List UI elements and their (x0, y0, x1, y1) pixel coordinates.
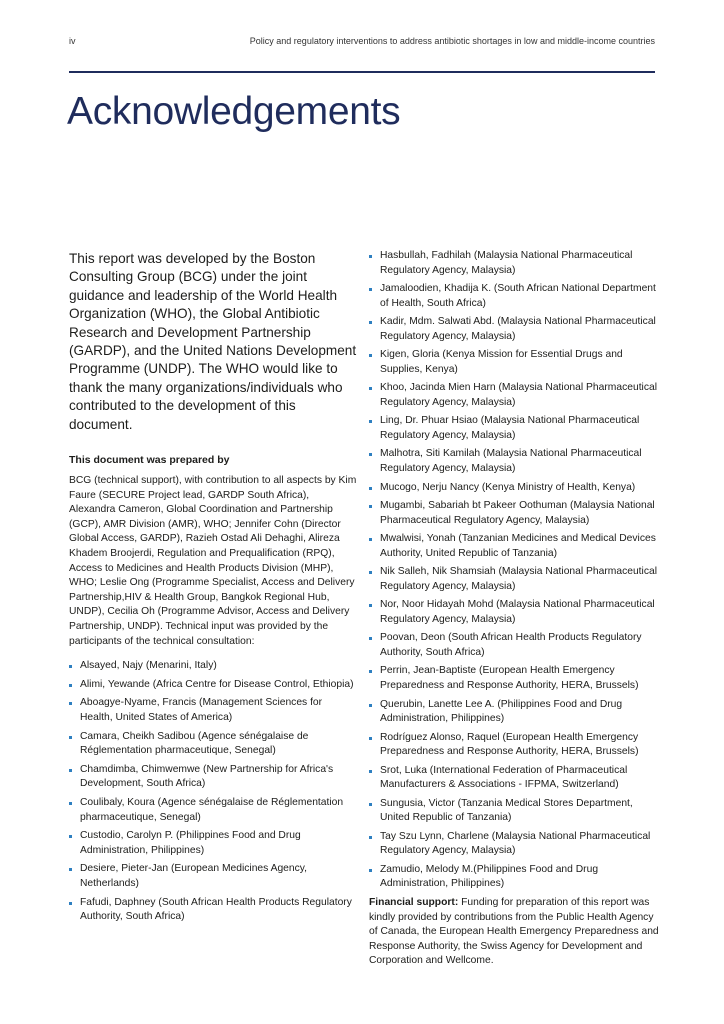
participant-item: Alsayed, Najy (Menarini, Italy) (69, 659, 357, 674)
prepared-by-heading: This document was prepared by (69, 454, 230, 467)
participant-item: Mucogo, Nerju Nancy (Kenya Ministry of Health, Kenya) (369, 481, 659, 496)
financial-support-text: Funding for preparation of this report was kindly provided by contributions from the Public Health Agency of Canada, the European Health Emergency Preparedness and Response Authority, the Swiss Agency for Development and Corporation and Wellcome. (369, 896, 659, 967)
participant-item: Coulibaly, Koura (Agence sénégalaise de Réglementation pharmaceutique, Senegal) (69, 796, 357, 825)
left-column (69, 250, 357, 929)
right-column (369, 249, 659, 969)
participant-item: Kigen, Gloria (Kenya Mission for Essential Drugs and Supplies, Kenya) (369, 348, 659, 377)
participant-item: Zamudio, Melody M.(Philippines Food and Drug Administration, Philippines) (369, 863, 659, 892)
participants-list-right (369, 249, 659, 892)
participant-item: Kadir, Mdm. Salwati Abd. (Malaysia National Pharmaceutical Regulatory Agency, Malaysia) (369, 315, 659, 344)
financial-support-label: Financial support: (369, 896, 459, 908)
participant-item: Rodríguez Alonso, Raquel (European Health Emergency Preparedness and Response Authority, HERA, Brussels) (369, 731, 659, 760)
participant-item: Camara, Cheikh Sadibou (Agence sénégalaise de Réglementation pharmaceutique, Senegal) (69, 730, 357, 759)
participant-item: Ling, Dr. Phuar Hsiao (Malaysia National Pharmaceutical Regulatory Agency, Malaysia) (369, 414, 659, 443)
participant-item: Nik Salleh, Nik Shamsiah (Malaysia National Pharmaceutical Regulatory Agency, Malaysia) (369, 565, 659, 594)
participant-item: Nor, Noor Hidayah Mohd (Malaysia National Pharmaceutical Regulatory Agency, Malaysia) (369, 598, 659, 627)
page-number: iv (69, 36, 76, 46)
intro-paragraph: This report was developed by the Boston Consulting Group (BCG) under the joint guidance and leadership of the World Health Organization (WHO), the Global Antibiotic Research and Development Partnership (GARDP), and the United Nations Development Programme (UNDP). The WHO would like to thank the many organizations/individuals who contributed to the development of this document. (69, 251, 357, 432)
participant-item: Perrin, Jean-Baptiste (European Health Emergency Preparedness and Response Authority, HERA, Brussels) (369, 664, 659, 693)
participant-item: Custodio, Carolyn P. (Philippines Food and Drug Administration, Philippines) (69, 829, 357, 858)
participant-item: Srot, Luka (International Federation of Pharmaceutical Manufacturers & Associations - IFPMA, Switzerland) (369, 764, 659, 793)
prepared-by-text: BCG (technical support), with contribution to all aspects by Kim Faure (SECURE Project lead, GARDP South Africa), Alexandra Cameron, Global Coordination and Partnership (GCP), AMR Division (AMR), WHO; Jennifer Cohn (Director Global Access, GARDP), Razieh Ostad Ali Dehaghi, Alireza Khadem Broojerdi, Regulation and Prequalification (RPQ), Access to Medicines and Health Products Division (MHP), WHO; Leslie Ong (Programme Specialist, Access and Delivery Partnership,HIV & Health Group, Bangkok Regional Hub, UNDP), Cecilia Oh (Programme Advisor, Access and Delivery Partnership, UNDP). Technical input was provided by the participants of the technical consultation: (69, 475, 357, 647)
participant-item: Malhotra, Siti Kamilah (Malaysia National Pharmaceutical Regulatory Agency, Malaysia) (369, 447, 659, 476)
participant-item: Desiere, Pieter-Jan (European Medicines Agency, Netherlands) (69, 862, 357, 891)
participant-item: Mwalwisi, Yonah (Tanzanian Medicines and Medical Devices Authority, United Republic of Tanzania) (369, 532, 659, 561)
participant-item: Aboagye-Nyame, Francis (Management Sciences for Health, United States of America) (69, 696, 357, 725)
participant-item: Sungusia, Victor (Tanzania Medical Stores Department, United Republic of Tanzania) (369, 797, 659, 826)
participant-item: Querubin, Lanette Lee A. (Philippines Food and Drug Administration, Philippines) (369, 698, 659, 727)
page-title: Acknowledgements (67, 90, 401, 133)
participants-list-left (69, 659, 357, 925)
participant-item: Mugambi, Sabariah bt Pakeer Oothuman (Malaysia National Pharmaceutical Regulatory Agency, Malaysia) (369, 499, 659, 528)
running-header: Policy and regulatory interventions to address antibiotic shortages in low and middle-income countries (249, 36, 655, 46)
participant-item: Jamaloodien, Khadija K. (South African National Department of Health, South Africa) (369, 282, 659, 311)
participant-item: Khoo, Jacinda Mien Harn (Malaysia National Pharmaceutical Regulatory Agency, Malaysia) (369, 381, 659, 410)
participant-item: Fafudi, Daphney (South African Health Products Regulatory Authority, South Africa) (69, 896, 357, 925)
participant-item: Tay Szu Lynn, Charlene (Malaysia National Pharmaceutical Regulatory Agency, Malaysia) (369, 830, 659, 859)
participant-item: Hasbullah, Fadhilah (Malaysia National Pharmaceutical Regulatory Agency, Malaysia) (369, 249, 659, 278)
participant-item: Chamdimba, Chimwemwe (New Partnership for Africa's Development, South Africa) (69, 763, 357, 792)
financial-support (369, 896, 659, 969)
participant-item: Alimi, Yewande (Africa Centre for Disease Control, Ethiopia) (69, 678, 357, 693)
header-rule (69, 71, 655, 73)
participant-item: Poovan, Deon (South African Health Products Regulatory Authority, South Africa) (369, 631, 659, 660)
